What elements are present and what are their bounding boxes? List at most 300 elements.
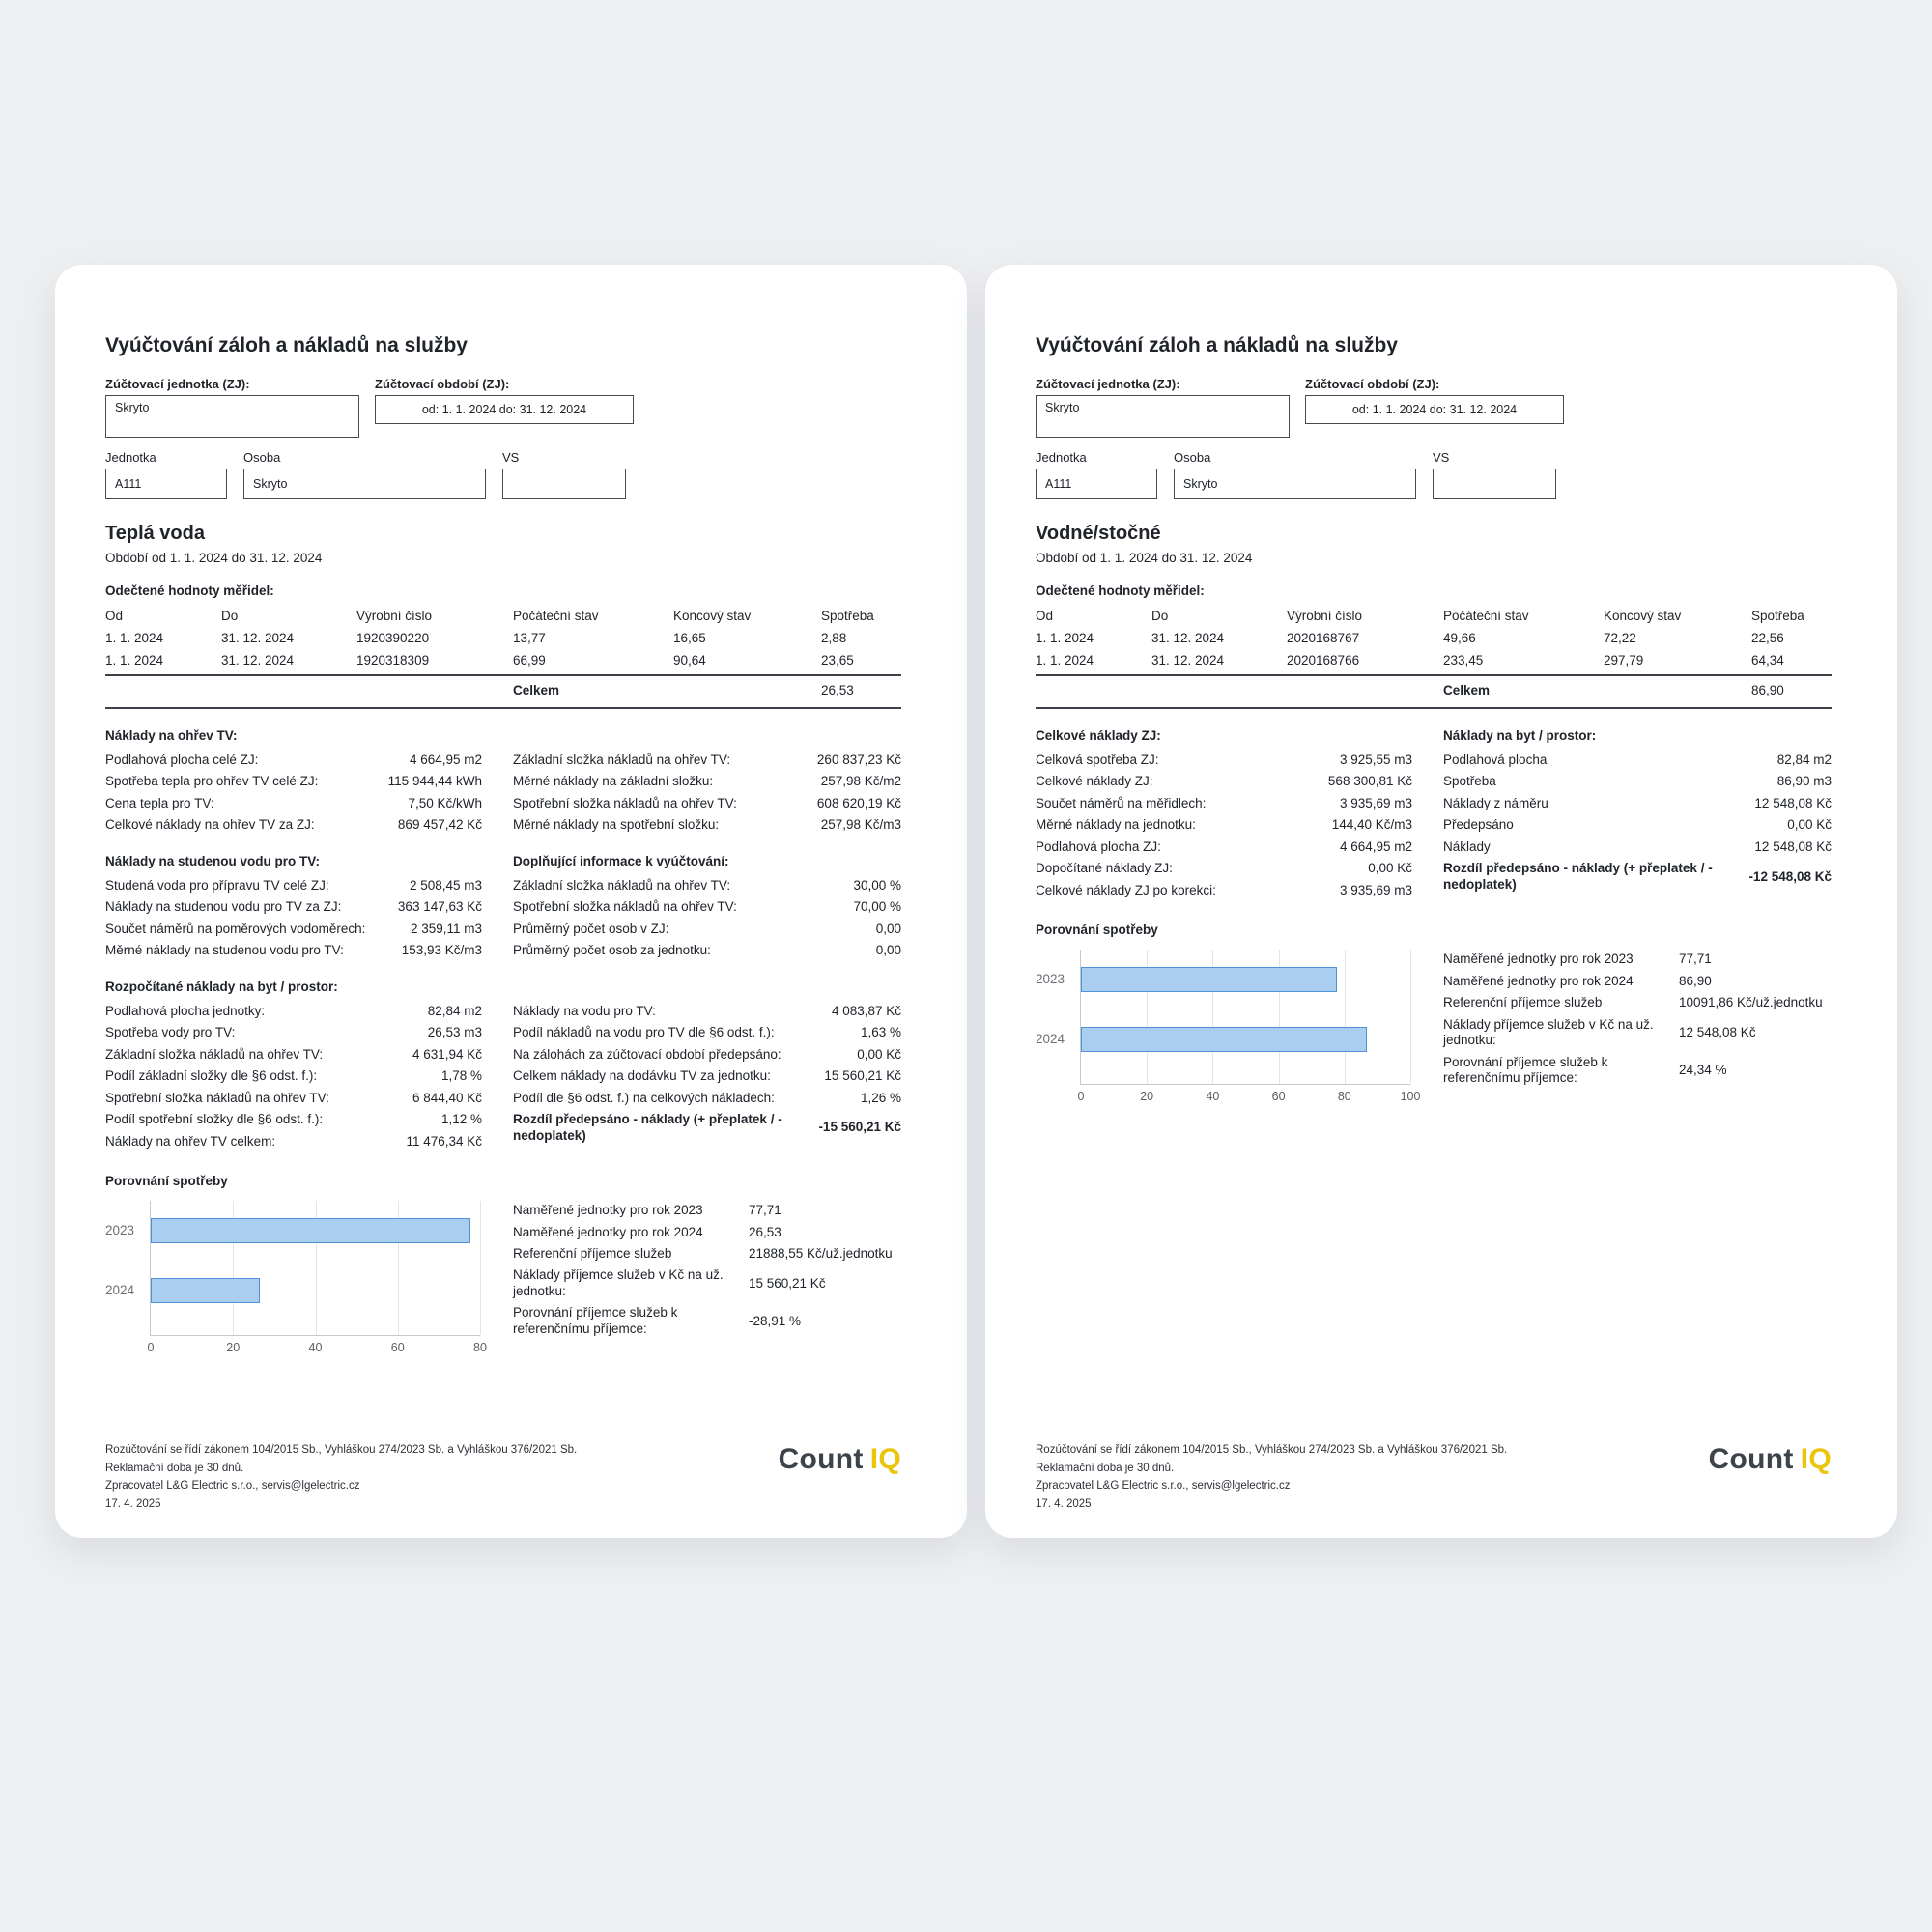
kv-label: Rozdíl předepsáno - náklady (+ přeplatek / - nedoplatek) (513, 1112, 782, 1143)
kv-row (105, 940, 482, 961)
kv-label: Měrné náklady na jednotku: (1036, 817, 1196, 833)
kv-value: 0,00 Kč (857, 1046, 901, 1062)
category-2023: 2023 (1036, 972, 1065, 987)
kv-row (513, 1022, 901, 1043)
doc-title: Vyúčtování záloh a nákladů na služby (105, 334, 468, 356)
cost-group-cold-water (105, 854, 901, 962)
kv-value: 144,40 Kč/m3 (1331, 817, 1412, 833)
unit-label: Jednotka (105, 450, 156, 465)
kv-label: Měrné náklady na základní složku: (513, 774, 714, 789)
kv-label: Součet náměrů na měřidlech: (1036, 795, 1207, 810)
kv-value: 568 300,81 Kč (1327, 774, 1412, 789)
x-tick: 20 (1140, 1090, 1154, 1104)
stat-label: Náklady příjemce služeb v Kč na už. jednotku: (1443, 1016, 1654, 1048)
meter-header-cell: Do (1151, 609, 1169, 623)
kv-list (105, 875, 482, 962)
footer-line: Reklamační doba je 30 dnů. (1036, 1462, 1175, 1474)
kv-value: 26,53 m3 (427, 1025, 482, 1040)
kv-value: 70,00 % (853, 899, 901, 915)
kv-label: Celkové náklady ZJ po korekci: (1036, 882, 1216, 897)
meter-readings-heading: Odečtené hodnoty měřidel: (1036, 583, 1205, 598)
billing-unit-value: Skryto (1045, 401, 1080, 414)
stat-value: 77,71 (749, 1203, 781, 1218)
stats-list (513, 1200, 901, 1340)
kv-value: 1,78 % (440, 1068, 482, 1084)
kv-row (105, 1088, 482, 1109)
section-period: Období od 1. 1. 2024 do 31. 12. 2024 (1036, 551, 1253, 565)
section-title: Teplá voda (105, 523, 205, 544)
person-box (243, 469, 486, 499)
countiq-logo (779, 1443, 901, 1476)
kv-value: 3 935,69 m3 (1339, 882, 1412, 897)
x-tick: 80 (473, 1341, 487, 1355)
meter-total-row (1036, 676, 1832, 704)
consumption-comparison (1036, 923, 1832, 1104)
kv-label: Měrné náklady na spotřební složku: (513, 817, 720, 833)
meter-cell-serial: 2020168767 (1287, 631, 1360, 645)
kv-row (1443, 837, 1832, 858)
logo-iq: IQ (1800, 1443, 1832, 1475)
stat-value: 26,53 (749, 1224, 781, 1239)
vs-box (1433, 469, 1556, 499)
kv-value: 11 476,34 Kč (406, 1133, 482, 1149)
kv-label: Rozdíl předepsáno - náklady (+ přeplatek / - nedoplatek) (1443, 861, 1713, 892)
footer-line: Reklamační doba je 30 dnů. (105, 1462, 244, 1474)
kv-row (105, 793, 482, 814)
category-2024: 2024 (105, 1283, 135, 1298)
kv-list (513, 875, 901, 962)
kv-row (105, 1065, 482, 1087)
kv-value: 608 620,19 Kč (816, 795, 901, 810)
kv-row (513, 793, 901, 814)
vs-field (502, 450, 626, 499)
kv-row (513, 919, 901, 940)
x-tick: 80 (1337, 1090, 1351, 1104)
meter-cell-end: 90,64 (673, 653, 706, 668)
kv-label: Celkem náklady na dodávku TV za jednotku: (513, 1068, 771, 1084)
kv-row (1443, 750, 1832, 771)
meter-total-label: Celkem (1443, 683, 1491, 697)
bar-2023 (151, 1218, 470, 1243)
stat-row (1443, 971, 1832, 992)
group-heading (513, 728, 901, 747)
x-axis (147, 1335, 487, 1358)
kv-label: Základní složka nákladů na ohřev TV: (105, 1046, 324, 1062)
header-form-row-1 (105, 377, 901, 438)
kv-value: -12 548,08 Kč (1748, 868, 1832, 884)
kv-label: Průměrný počet osob v ZJ: (513, 921, 669, 936)
meter-header-cell: Koncový stav (1604, 609, 1682, 623)
meter-cell-start: 66,99 (513, 653, 546, 668)
meter-cell-serial: 1920390220 (356, 631, 430, 645)
footer-line: 17. 4. 2025 (105, 1497, 161, 1510)
category-2024: 2024 (1036, 1032, 1065, 1047)
kv-list (1036, 750, 1412, 901)
kv-label: Předepsáno (1443, 817, 1514, 833)
meter-header-cell: Spotřeba (821, 609, 874, 623)
meter-total-value: 26,53 (821, 683, 854, 697)
kv-value: 1,26 % (860, 1090, 901, 1105)
kv-list (513, 750, 901, 837)
kv-row (1036, 771, 1412, 792)
meter-cell-start: 13,77 (513, 631, 546, 645)
logo-count: Count (778, 1443, 864, 1475)
bar-2023 (1081, 967, 1337, 992)
kv-value: 2 508,45 m3 (409, 877, 482, 893)
kv-value: 363 147,63 Kč (397, 899, 482, 915)
kv-label: Podlahová plocha celé ZJ: (105, 753, 259, 767)
stat-value: 21888,55 Kč/už.jednotku (749, 1245, 893, 1261)
meter-cell-consumption: 22,56 (1751, 631, 1784, 645)
meter-cell-from: 1. 1. 2024 (105, 653, 164, 668)
billing-unit-label: Zúčtovací jednotka (ZJ): (1036, 377, 1180, 391)
kv-value: 153,93 Kč/m3 (401, 943, 482, 958)
meter-header-row (105, 605, 901, 627)
x-axis (1077, 1084, 1421, 1107)
kv-value: 0,00 (875, 943, 901, 958)
unit-field (1036, 450, 1157, 499)
stats-list (1443, 949, 1832, 1089)
footer-line: Rozúčtování se řídí zákonem 104/2015 Sb., Vyhláškou 274/2023 Sb. a Vyhláškou 376/2021 Sb. (105, 1444, 578, 1456)
vs-box (502, 469, 626, 499)
meter-header-cell: Počáteční stav (513, 609, 599, 623)
unit-value: A111 (1045, 477, 1072, 491)
kv-value: 3 925,55 m3 (1339, 753, 1412, 767)
kv-label: Podlahová plocha (1443, 753, 1548, 767)
footer-line: Rozúčtování se řídí zákonem 104/2015 Sb., Vyhláškou 274/2023 Sb. a Vyhláškou 376/2021 Sb. (1036, 1444, 1508, 1456)
kv-row (105, 1022, 482, 1043)
billing-period-value: od: 1. 1. 2024 do: 31. 12. 2024 (421, 403, 587, 416)
meter-table (105, 605, 901, 709)
unit-field (105, 450, 227, 499)
kv-label: Studená voda pro přípravu TV celé ZJ: (105, 877, 329, 893)
kv-value: 4 631,94 Kč (412, 1046, 482, 1062)
page-hot-water (55, 265, 967, 1538)
meter-header-row (1036, 605, 1832, 627)
meter-cell-to: 31. 12. 2024 (1151, 653, 1225, 668)
kv-label: Spotřeba tepla pro ohřev TV celé ZJ: (105, 774, 319, 789)
kv-label: Spotřební složka nákladů na ohřev TV: (513, 899, 737, 915)
kv-value: 82,84 m2 (427, 1003, 482, 1018)
meter-header-cell: Výrobní číslo (1287, 609, 1363, 623)
kv-value: 30,00 % (853, 877, 901, 893)
kv-label: Podíl nákladů na vodu pro TV dle §6 odst. f.): (513, 1025, 775, 1040)
kv-list (1443, 750, 1832, 895)
x-tick: 0 (1077, 1090, 1085, 1104)
kv-label: Spotřební složka nákladů na ohřev TV: (513, 795, 737, 810)
stat-label: Naměřené jednotky pro rok 2023 (1443, 952, 1634, 967)
pages-container (55, 265, 1897, 1538)
kv-row (513, 1088, 901, 1109)
kv-row (1036, 814, 1412, 836)
footer (1036, 1422, 1832, 1513)
footer-line: 17. 4. 2025 (1036, 1497, 1092, 1510)
kv-row (1036, 858, 1412, 879)
kv-row (513, 814, 901, 836)
billing-unit-label: Zúčtovací jednotka (ZJ): (105, 377, 250, 391)
kv-row (513, 1001, 901, 1022)
kv-value: 0,00 (875, 921, 901, 936)
meter-cell-from: 1. 1. 2024 (105, 631, 164, 645)
gridline (1410, 950, 1411, 1084)
footer-legal (1036, 1441, 1507, 1513)
stat-value: 15 560,21 Kč (749, 1275, 826, 1291)
section-title: Vodné/stočné (1036, 523, 1161, 544)
cost-group-heating (105, 728, 901, 837)
group-heading: Rozpočítané náklady na byt / prostor: (105, 979, 338, 994)
page-water-sewage (985, 265, 1897, 1538)
person-value: Skryto (253, 477, 288, 491)
countiq-logo (1709, 1443, 1832, 1476)
billing-period-label: Zúčtovací období (ZJ): (375, 377, 510, 391)
billing-period-label: Zúčtovací období (ZJ): (1305, 377, 1440, 391)
kv-label: Náklady (1443, 838, 1491, 854)
section-period: Období od 1. 1. 2024 do 31. 12. 2024 (105, 551, 323, 565)
group-heading: Náklady na ohřev TV: (105, 728, 238, 743)
kv-label: Podlahová plocha ZJ: (1036, 838, 1161, 854)
kv-list (105, 750, 482, 837)
kv-row (1036, 750, 1412, 771)
kv-row (513, 750, 901, 771)
chart-plot (147, 1201, 487, 1355)
cost-group-total (1036, 728, 1832, 901)
meter-cell-to: 31. 12. 2024 (221, 631, 295, 645)
kv-label: Náklady na studenou vodu pro TV za ZJ: (105, 899, 342, 915)
x-tick: 60 (1271, 1090, 1286, 1104)
gridline (480, 1201, 481, 1335)
kv-value: 4 664,95 m2 (1339, 838, 1412, 854)
person-field (243, 450, 486, 499)
kv-label: Průměrný počet osob za jednotku: (513, 943, 711, 958)
meter-cell-consumption: 64,34 (1751, 653, 1784, 668)
billing-period-box (1305, 395, 1564, 424)
kv-label: Podlahová plocha jednotky: (105, 1003, 266, 1018)
person-field (1174, 450, 1416, 499)
person-label: Osoba (243, 450, 281, 465)
stat-row (1443, 949, 1832, 970)
kv-label: Na zálohách za zúčtovací období předepsáno: (513, 1046, 781, 1062)
meter-total-value: 86,90 (1751, 683, 1784, 697)
kv-value: 115 944,44 kWh (387, 774, 482, 789)
bars (1081, 950, 1410, 1084)
meter-row (105, 649, 901, 671)
consumption-comparison (105, 1174, 901, 1355)
header-form-row-1 (1036, 377, 1832, 438)
unit-label: Jednotka (1036, 450, 1087, 465)
logo-iq: IQ (869, 1443, 901, 1475)
category-labels (105, 1201, 150, 1336)
kv-row (1036, 880, 1412, 901)
stat-label: Naměřené jednotky pro rok 2023 (513, 1203, 703, 1218)
kv-label: Základní složka nákladů na ohřev TV: (513, 753, 731, 767)
meter-header-cell: Od (105, 609, 124, 623)
kv-label: Součet náměrů na poměrových vodoměrech: (105, 921, 366, 936)
group-heading: Náklady na byt / prostor: (1443, 728, 1597, 743)
kv-value: 15 560,21 Kč (824, 1068, 901, 1084)
kv-row (105, 1001, 482, 1022)
kv-label: Podíl základní složky dle §6 odst. f.): (105, 1068, 318, 1084)
meter-header-cell: Spotřeba (1751, 609, 1804, 623)
footer (105, 1422, 901, 1513)
kv-row (105, 814, 482, 836)
group-heading: Celkové náklady ZJ: (1036, 728, 1161, 743)
stat-row (513, 1200, 901, 1221)
kv-value: 260 837,23 Kč (816, 753, 901, 767)
kv-label: Celkové náklady na ohřev TV za ZJ: (105, 817, 315, 833)
vs-label: VS (502, 450, 520, 465)
meter-table (1036, 605, 1832, 709)
kv-label: Celková spotřeba ZJ: (1036, 753, 1159, 767)
x-tick: 100 (1400, 1090, 1421, 1104)
meter-cell-serial: 2020168766 (1287, 653, 1360, 668)
group-heading: Doplňující informace k vyúčtování: (513, 853, 729, 868)
meter-cell-start: 233,45 (1443, 653, 1484, 668)
logo-count: Count (1708, 1443, 1794, 1475)
billing-unit-field (105, 377, 359, 438)
x-tick: 0 (147, 1341, 155, 1355)
kv-label: Dopočítané náklady ZJ: (1036, 861, 1173, 876)
divider (105, 707, 901, 709)
billing-period-box (375, 395, 634, 424)
meter-header-cell: Výrobní číslo (356, 609, 433, 623)
stat-value: 24,34 % (1679, 1062, 1727, 1077)
meter-cell-to: 31. 12. 2024 (221, 653, 295, 668)
meter-cell-from: 1. 1. 2024 (1036, 631, 1094, 645)
cost-group-apartment (105, 980, 901, 1152)
stat-label: Naměřené jednotky pro rok 2024 (513, 1224, 703, 1239)
kv-list (513, 1001, 901, 1147)
billing-unit-value: Skryto (115, 401, 150, 414)
category-2023: 2023 (105, 1223, 135, 1238)
meter-header-cell: Do (221, 609, 239, 623)
meter-row (1036, 649, 1832, 671)
stat-label: Referenční příjemce služeb (1443, 995, 1603, 1010)
stat-row (513, 1222, 901, 1243)
kv-row (1036, 837, 1412, 858)
stat-row (513, 1302, 901, 1340)
vs-field (1433, 450, 1556, 499)
stat-row (1443, 1014, 1832, 1052)
meter-cell-serial: 1920318309 (356, 653, 430, 668)
billing-period-field (1305, 377, 1564, 438)
kv-row (105, 750, 482, 771)
kv-label: Podíl spotřební složky dle §6 odst. f.): (105, 1112, 324, 1127)
meter-total-label: Celkem (513, 683, 560, 697)
kv-value: 869 457,42 Kč (397, 817, 482, 833)
kv-value: 6 844,40 Kč (412, 1090, 482, 1105)
kv-label: Náklady z náměru (1443, 795, 1548, 810)
meter-cell-start: 49,66 (1443, 631, 1476, 645)
group-heading: Náklady na studenou vodu pro TV: (105, 853, 321, 868)
group-heading (513, 980, 901, 998)
chart-plot (1077, 950, 1421, 1104)
meter-cell-consumption: 23,65 (821, 653, 854, 668)
kv-value: 86,90 m3 (1776, 774, 1832, 789)
meter-readings-heading: Odečtené hodnoty měřidel: (105, 583, 274, 598)
kv-value: 7,50 Kč/kWh (408, 795, 482, 810)
kv-value: 82,84 m2 (1776, 753, 1832, 767)
stat-label: Porovnání příjemce služeb k referenčnímu příjemce: (513, 1305, 678, 1336)
billing-unit-box (105, 395, 359, 438)
kv-value: 0,00 Kč (1368, 861, 1412, 876)
kv-row (513, 1109, 901, 1147)
kv-row (105, 1131, 482, 1152)
doc-title: Vyúčtování záloh a nákladů na služby (1036, 334, 1398, 356)
kv-label: Základní složka nákladů na ohřev TV: (513, 877, 731, 893)
kv-value: 4 083,87 Kč (831, 1003, 901, 1018)
billing-unit-box (1036, 395, 1290, 438)
meter-cell-to: 31. 12. 2024 (1151, 631, 1225, 645)
meter-row (105, 627, 901, 649)
meter-cell-end: 297,79 (1604, 653, 1644, 668)
kv-row (105, 1044, 482, 1065)
bar-2024 (151, 1278, 260, 1303)
person-label: Osoba (1174, 450, 1211, 465)
bar-chart (1036, 950, 1421, 1104)
bar-2024 (1081, 1027, 1367, 1052)
footer-line: Zpracovatel L&G Electric s.r.o., servis@lgelectric.cz (1036, 1480, 1291, 1492)
kv-value: 1,63 % (860, 1025, 901, 1040)
kv-label: Podíl dle §6 odst. f.) na celkových nákladech: (513, 1090, 775, 1105)
stat-row (1443, 992, 1832, 1013)
stat-label: Porovnání příjemce služeb k referenčnímu příjemce: (1443, 1054, 1608, 1086)
header-form-row-2 (105, 450, 901, 499)
stat-value: -28,91 % (749, 1313, 802, 1328)
meter-rows (105, 627, 901, 671)
person-box (1174, 469, 1416, 499)
header-form-row-2 (1036, 450, 1832, 499)
kv-row (513, 1044, 901, 1065)
meter-rows (1036, 627, 1832, 671)
x-tick: 60 (390, 1341, 405, 1355)
kv-label: Náklady na vodu pro TV: (513, 1003, 656, 1018)
footer-line: Zpracovatel L&G Electric s.r.o., servis@lgelectric.cz (105, 1480, 360, 1492)
category-labels (1036, 950, 1080, 1085)
kv-value: 1,12 % (440, 1112, 482, 1127)
kv-row (513, 940, 901, 961)
billing-period-value: od: 1. 1. 2024 do: 31. 12. 2024 (1351, 403, 1518, 416)
kv-value: 0,00 Kč (1787, 817, 1832, 833)
kv-value: 257,98 Kč/m3 (820, 817, 901, 833)
meter-header-cell: Koncový stav (673, 609, 752, 623)
kv-label: Spotřební složka nákladů na ohřev TV: (105, 1090, 329, 1105)
unit-box (105, 469, 227, 499)
stat-row (513, 1264, 901, 1302)
x-tick: 20 (226, 1341, 241, 1355)
kv-value: 12 548,08 Kč (1754, 838, 1832, 854)
kv-row (105, 1109, 482, 1130)
kv-label: Spotřeba vody pro TV: (105, 1025, 236, 1040)
footer-legal (105, 1441, 577, 1513)
kv-row (1443, 793, 1832, 814)
stat-row (1443, 1052, 1832, 1090)
kv-row (513, 875, 901, 896)
chart-title: Porovnání spotřeby (1036, 923, 1158, 938)
kv-row (105, 875, 482, 896)
bar-chart (105, 1201, 487, 1355)
billing-period-field (375, 377, 634, 438)
kv-row (105, 896, 482, 918)
stat-row (513, 1243, 901, 1264)
vs-label: VS (1433, 450, 1450, 465)
kv-label: Náklady na ohřev TV celkem: (105, 1133, 276, 1149)
kv-row (105, 919, 482, 940)
kv-value: 3 935,69 m3 (1339, 795, 1412, 810)
person-value: Skryto (1183, 477, 1218, 491)
meter-total-row (105, 676, 901, 704)
billing-unit-field (1036, 377, 1290, 438)
unit-box (1036, 469, 1157, 499)
